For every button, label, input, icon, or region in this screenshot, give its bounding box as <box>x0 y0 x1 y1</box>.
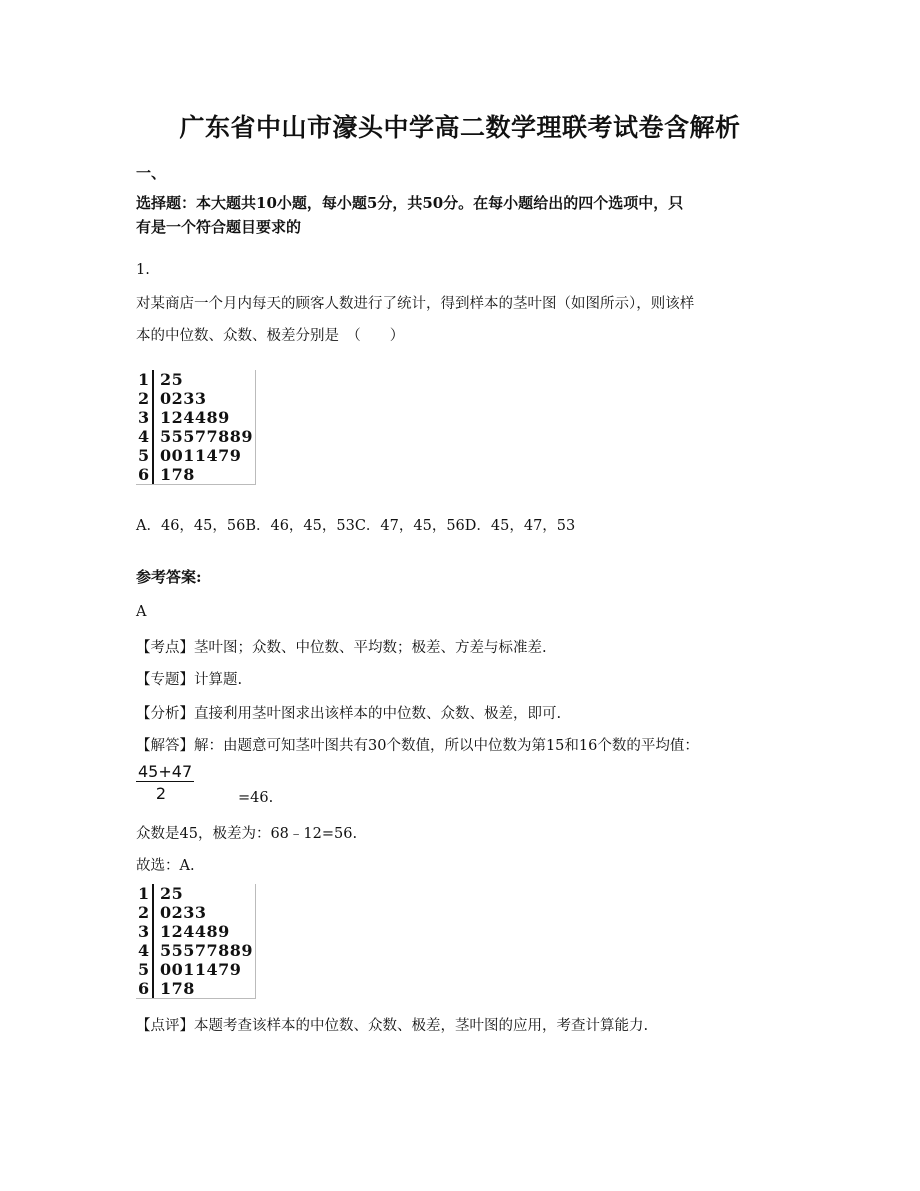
stem: 3 <box>136 408 154 427</box>
stem-leaf-row <box>136 960 253 979</box>
question-text-line1: 对某商店一个月内每天的顾客人数进行了统计，得到样本的茎叶图（如图所示），则该样 <box>136 296 695 312</box>
question-number: 1. <box>136 262 150 278</box>
leaves: 178 <box>160 465 195 484</box>
section-instruction-line2: 有是一个符合题目要求的 <box>136 218 302 236</box>
leaves: 0233 <box>160 389 207 408</box>
stem-leaf-row <box>136 903 253 922</box>
stem-leaf-row <box>136 979 253 998</box>
kaodian: 【考点】茎叶图；众数、中位数、平均数；极差、方差与标准差. <box>136 640 547 656</box>
stem-leaf-plot <box>136 370 256 485</box>
stem: 5 <box>136 446 154 465</box>
dianping: 【点评】本题考查该样本的中位数、众数、极差，茎叶图的应用，考查计算能力. <box>136 1018 649 1034</box>
median-fraction <box>136 762 194 803</box>
stem: 6 <box>136 465 154 484</box>
section-number: 一、 <box>136 164 167 182</box>
fraction-denominator: 2 <box>155 784 167 803</box>
stem: 2 <box>136 389 154 408</box>
stem-leaf-row <box>136 370 253 389</box>
stem: 1 <box>136 884 154 903</box>
stem: 4 <box>136 427 154 446</box>
leaves: 124489 <box>160 922 230 941</box>
conclusion: 故选：A. <box>136 858 195 874</box>
fenxi: 【分析】直接利用茎叶图求出该样本的中位数、众数、极差，即可. <box>136 706 562 722</box>
stem: 3 <box>136 922 154 941</box>
stem-leaf-row <box>136 922 253 941</box>
stem-leaf-row <box>136 427 253 446</box>
leaves: 55577889 <box>160 427 254 446</box>
leaves: 25 <box>160 370 184 389</box>
stem-leaf-row <box>136 389 253 408</box>
answer-options: A．46，45，56B．46，45，53C．47，45，56D．45，47，53 <box>136 518 576 534</box>
answer-heading: 参考答案: <box>136 568 202 586</box>
mode-range: 众数是45，极差为：68﹣12=56. <box>136 826 358 842</box>
leaves: 25 <box>160 884 184 903</box>
leaves: 0011479 <box>160 446 242 465</box>
stem-leaf-row <box>136 408 253 427</box>
fraction-result: =46. <box>238 790 274 806</box>
leaves: 124489 <box>160 408 230 427</box>
stem: 1 <box>136 370 154 389</box>
section-instruction-line1: 选择题：本大题共10小题，每小题5分，共50分。在每小题给出的四个选项中，只 <box>136 194 684 212</box>
stem: 5 <box>136 960 154 979</box>
leaves: 0233 <box>160 903 207 922</box>
leaves: 0011479 <box>160 960 242 979</box>
leaves: 55577889 <box>160 941 254 960</box>
page-title: 广东省中山市濠头中学高二数学理联考试卷含解析 <box>179 113 741 142</box>
stem: 4 <box>136 941 154 960</box>
answer-choice: A <box>136 604 147 620</box>
stem: 2 <box>136 903 154 922</box>
stem-leaf-row <box>136 884 253 903</box>
stem-leaf-row <box>136 941 253 960</box>
zhuanti: 【专题】计算题. <box>136 672 243 688</box>
stem-leaf-row <box>136 446 253 465</box>
jieda: 【解答】解：由题意可知茎叶图共有30个数值，所以中位数为第15和16个数的平均值： <box>136 738 699 754</box>
leaves: 178 <box>160 979 195 998</box>
stem-leaf-plot-repeat <box>136 884 256 999</box>
stem-leaf-row <box>136 465 253 484</box>
stem: 6 <box>136 979 154 998</box>
fraction-numerator: 45+47 <box>138 762 193 781</box>
question-text-line2: 本的中位数、众数、极差分别是 （ ） <box>136 328 405 344</box>
